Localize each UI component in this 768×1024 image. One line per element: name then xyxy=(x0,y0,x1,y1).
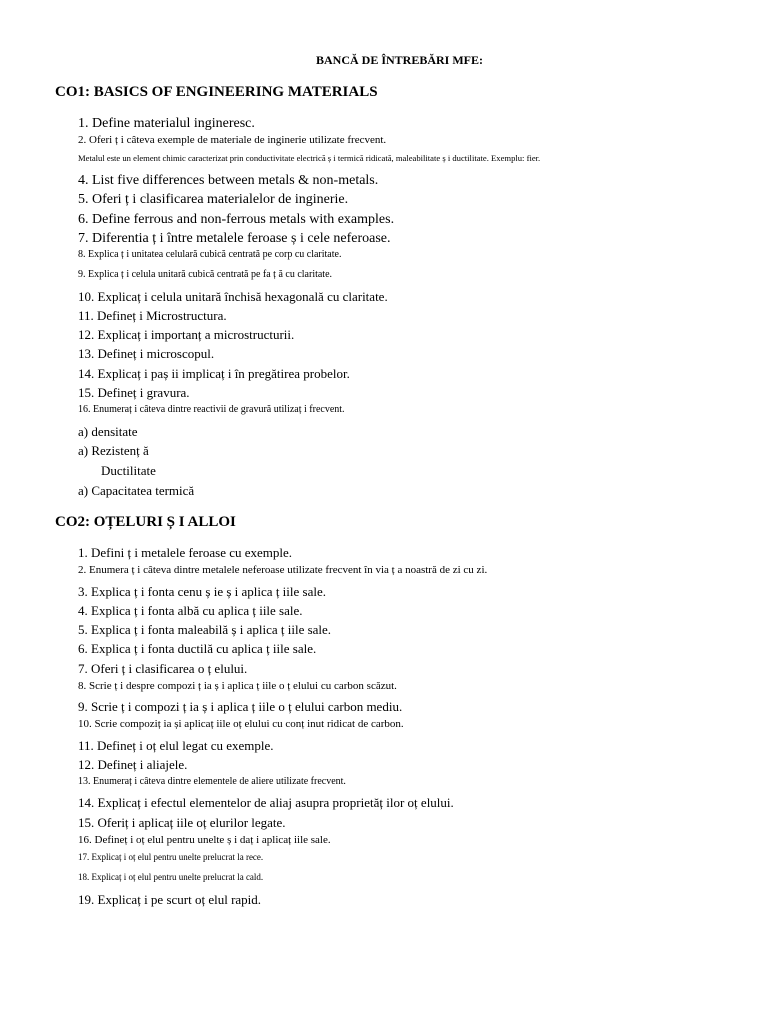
co1-item-3-answer: Metalul este un element chimic caracterizat prin conductivitate electrică ș i termică ridicată, maleabilitate ș i ductilitate. Exemplu: fier. xyxy=(78,153,541,163)
co1-item-13: 13. Defineț i microscopul. xyxy=(78,346,215,361)
co2-item-6: 6. Explica ț i fonta ductilă cu aplica ț iile sale. xyxy=(78,641,317,656)
co1-option-densitate: a) densitate xyxy=(78,424,138,439)
co1-item-11: 11. Defineț i Microstructura. xyxy=(78,308,227,323)
co1-option-capacitate-termica: a) Capacitatea termică xyxy=(78,483,195,498)
co1-item-14: 14. Explicaț i paș ii implicaț i în pregătirea probelor. xyxy=(78,366,350,381)
co1-item-8: 8. Explica ț i unitatea celulară cubică centrată pe corp cu claritate. xyxy=(78,249,342,260)
section-heading-co2: CO2: OȚELURI Ș I ALLOI xyxy=(55,514,236,530)
co2-item-14: 14. Explicaț i efectul elementelor de aliaj asupra proprietăț ilor oț elului. xyxy=(78,795,454,810)
co1-option-ductilitate: Ductilitate xyxy=(101,463,156,478)
co1-item-10: 10. Explicaț i celula unitară închisă hexagonală cu claritate. xyxy=(78,289,388,304)
co1-option-rezistenta: a) Rezistenț ă xyxy=(78,443,149,458)
co2-item-1: 1. Defini ț i metalele feroase cu exemple. xyxy=(78,545,293,560)
co1-item-2: 2. Oferi ț i câteva exemple de materiale de inginerie utilizate frecvent. xyxy=(78,134,387,146)
co2-item-8: 8. Scrie ț i despre compozi ț ia ș i aplica ț iile o ț elului cu carbon scăzut. xyxy=(78,680,397,692)
co1-item-15: 15. Defineț i gravura. xyxy=(78,385,190,400)
co1-item-16: 16. Enumeraț i câteva dintre reactivii de gravură utilizaț i frecvent. xyxy=(78,404,345,415)
co2-item-2: 2. Enumera ț i câteva dintre metalele neferoase utilizate frecvent în via ț a noastră de zi cu zi. xyxy=(78,564,488,576)
co1-item-9: 9. Explica ț i celula unitară cubică centrată pe fa ț ă cu claritate. xyxy=(78,269,333,280)
co2-item-4: 4. Explica ț i fonta albă cu aplica ț iile sale. xyxy=(78,603,303,618)
co2-item-5: 5. Explica ț i fonta maleabilă ș i aplica ț iile sale. xyxy=(78,622,332,637)
co1-item-4: 4. List five differences between metals & non-metals. xyxy=(78,173,379,188)
co2-item-17: 17. Explicaț i oț elul pentru unelte prelucrat la rece. xyxy=(78,852,264,862)
co1-item-5: 5. Oferi ț i clasificarea materialelor de inginerie. xyxy=(78,192,349,207)
co2-item-11: 11. Definеț i oț elul legat cu exemple. xyxy=(78,738,274,753)
co2-item-18: 18. Explicaț i oț elul pentru unelte prelucrat la cald. xyxy=(78,872,264,882)
co2-item-12: 12. Definеț i aliajele. xyxy=(78,757,188,772)
co1-item-1: 1. Define materialul ingineresc. xyxy=(78,116,255,131)
co2-item-3: 3. Explica ț i fonta cenu ș ie ș i aplica ț iile sale. xyxy=(78,584,327,599)
co1-item-7: 7. Diferentia ț i între metalele feroase ș i cele neferoase. xyxy=(78,231,391,246)
section-heading-co1: CO1: BASICS OF ENGINEERING MATERIALS xyxy=(55,84,378,100)
co2-item-10: 10. Scrie compoziț ia și aplicaț iile oț elului cu conț inut ridicat de carbon. xyxy=(78,718,404,730)
co1-item-12: 12. Explicaț i importanț a microstructurii. xyxy=(78,327,295,342)
document-title: BANCĂ DE ÎNTREBĂRI MFE: xyxy=(316,53,484,67)
co2-item-9: 9. Scrie ț i compozi ț ia ș i aplica ț iile o ț elului carbon mediu. xyxy=(78,699,403,714)
co2-item-13: 13. Enumeraț i câteva dintre elementele de aliere utilizate frecvent. xyxy=(78,776,346,787)
co2-item-16: 16. Definеț i oț elul pentru unelte ș i daț i aplicaț iile sale. xyxy=(78,834,331,846)
co2-item-7: 7. Oferi ț i clasificarea o ț elului. xyxy=(78,661,248,676)
co1-item-6: 6. Define ferrous and non-ferrous metals with examples. xyxy=(78,212,395,227)
co2-item-15: 15. Oferiț i aplicaț iile oț elurilor legate. xyxy=(78,815,286,830)
co2-item-19: 19. Explicaț i pe scurt oț elul rapid. xyxy=(78,892,262,907)
